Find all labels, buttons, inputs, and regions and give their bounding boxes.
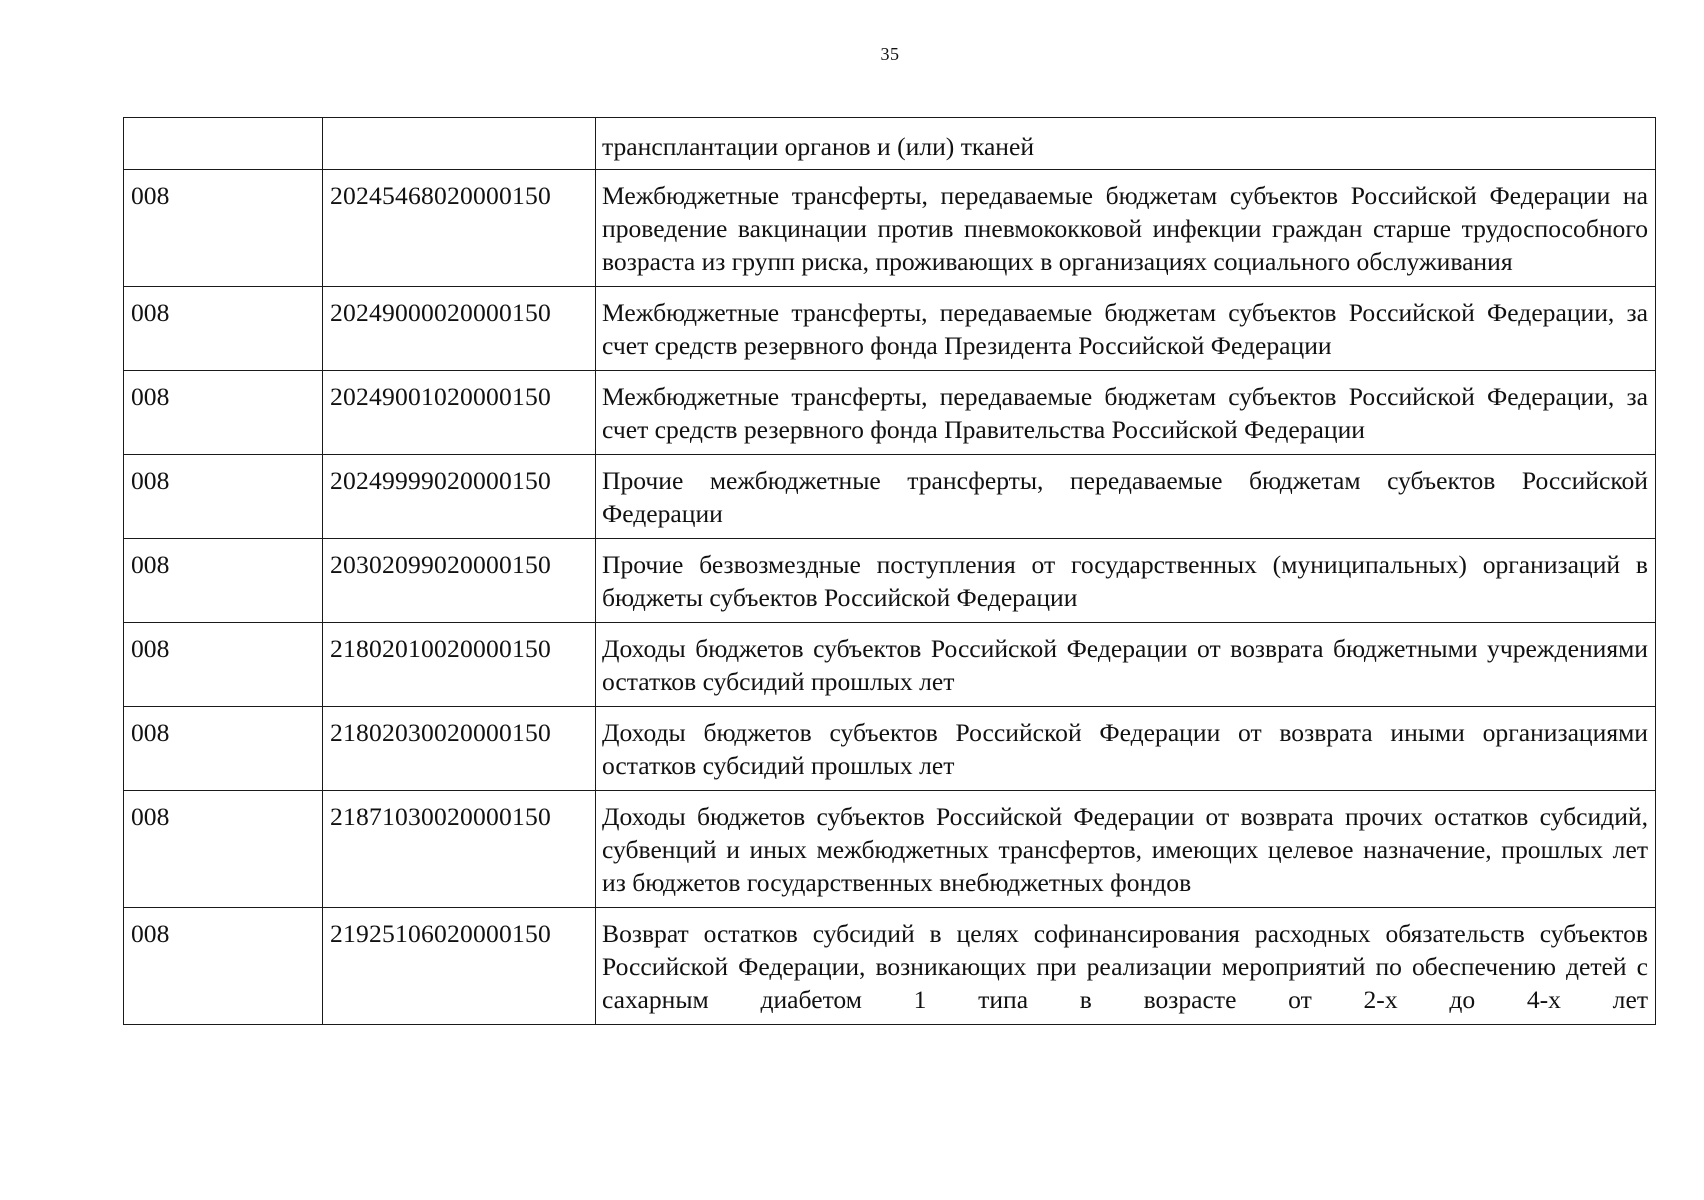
table-row [124,908,1656,1025]
budget-code-table [123,117,1656,1025]
table-row [124,707,1656,791]
budget-code-cell: 21802030020000150 [323,707,596,791]
admin-code-cell: 008 [124,455,323,539]
table-row [124,455,1656,539]
description-cell: Возврат остатков субсидий в целях софинансирования расходных обязательств субъектов Российской Федерации, возникающих при реализации мероприятий по обеспечению детей с сахарным диабетом 1 типа в возрасте от 2-х до 4-х лет [596,908,1656,1025]
table-row [124,539,1656,623]
budget-code-cell: 20302099020000150 [323,539,596,623]
page-number: 35 [880,44,900,64]
admin-code-cell: 008 [124,539,323,623]
budget-code-cell: 21871030020000150 [323,791,596,908]
description-cell: Межбюджетные трансферты, передаваемые бюджетам субъектов Российской Федерации, за счет средств резервного фонда Правительства Российской Федерации [596,371,1656,455]
description-cell: Доходы бюджетов субъектов Российской Федерации от возврата иными организациями остатков субсидий прошлых лет [596,707,1656,791]
description-cell: Прочие безвозмездные поступления от государственных (муниципальных) организаций в бюджеты субъектов Российской Федерации [596,539,1656,623]
description-cell: Прочие межбюджетные трансферты, передаваемые бюджетам субъектов Российской Федерации [596,455,1656,539]
description-cell: Доходы бюджетов субъектов Российской Федерации от возврата прочих остатков субсидий, субвенций и иных межбюджетных трансфертов, имеющих целевое назначение, прошлых лет из бюджетов государственных внебюджетных фондов [596,791,1656,908]
table-row [124,791,1656,908]
budget-code-cell: 20249001020000150 [323,371,596,455]
table-row [124,118,1656,170]
description-cell: трансплантации органов и (или) тканей [596,118,1656,170]
budget-code-cell: 21802010020000150 [323,623,596,707]
admin-code-cell: 008 [124,623,323,707]
table-row [124,371,1656,455]
description-cell: Межбюджетные трансферты, передаваемые бюджетам субъектов Российской Федерации на проведение вакцинации против пневмококковой инфекции граждан старше трудоспособного возраста из групп риска, проживающих в организациях социального обслуживания [596,170,1656,287]
admin-code-cell: 008 [124,287,323,371]
budget-code-cell: 20245468020000150 [323,170,596,287]
budget-code-cell: 20249000020000150 [323,287,596,371]
admin-code-cell: 008 [124,371,323,455]
budget-code-cell: 21925106020000150 [323,908,596,1025]
admin-code-cell [124,118,323,170]
admin-code-cell: 008 [124,170,323,287]
table-row [124,170,1656,287]
budget-code-cell: 20249999020000150 [323,455,596,539]
description-cell: Доходы бюджетов субъектов Российской Федерации от возврата бюджетными учреждениями остатков субсидий прошлых лет [596,623,1656,707]
description-cell: Межбюджетные трансферты, передаваемые бюджетам субъектов Российской Федерации, за счет средств резервного фонда Президента Российской Федерации [596,287,1656,371]
admin-code-cell: 008 [124,791,323,908]
budget-code-cell [323,118,596,170]
admin-code-cell: 008 [124,707,323,791]
admin-code-cell: 008 [124,908,323,1025]
table-row [124,623,1656,707]
table-row [124,287,1656,371]
